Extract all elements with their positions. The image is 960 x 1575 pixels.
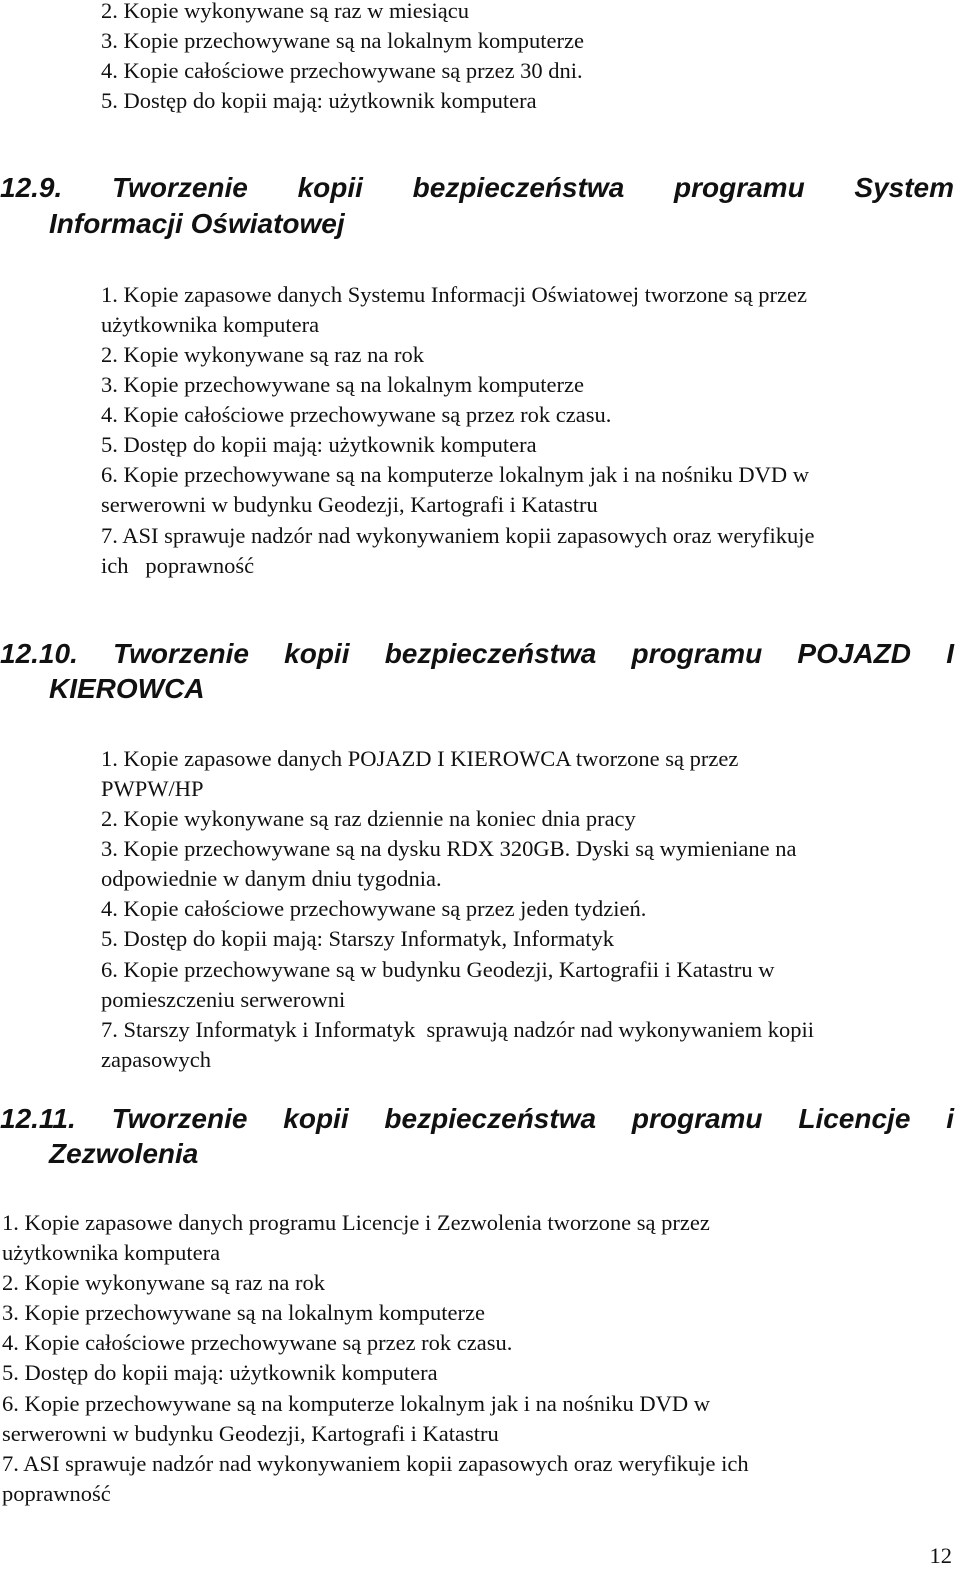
list-item: 2. Kopie wykonywane są raz w miesiącu	[101, 0, 470, 23]
list-item: 2. Kopie wykonywane są raz na rok	[101, 342, 425, 367]
list-item: 2. Kopie wykonywane są raz dziennie na koniec dnia pracy	[101, 806, 636, 831]
list-item: pomieszczeniu serwerowni	[101, 987, 346, 1012]
list-item: 3. Kopie przechowywane są na lokalnym komputerze	[101, 372, 584, 397]
list-item: zapasowych	[101, 1047, 211, 1072]
list-item: odpowiednie w danym dniu tygodnia.	[101, 866, 442, 891]
list-item: 7. ASI sprawuje nadzór nad wykonywaniem kopii zapasowych oraz weryfikuje	[101, 523, 815, 548]
list-item: 6. Kopie przechowywane są na komputerze lokalnym jak i na nośniku DVD w	[101, 462, 809, 487]
section-heading: 12.11. Tworzenie kopii bezpieczeństwa programu Licencje i	[0, 1103, 954, 1134]
list-item: użytkownika komputera	[2, 1240, 221, 1265]
list-item: 3. Kopie przechowywane są na lokalnym komputerze	[2, 1300, 485, 1325]
list-item: ich poprawność	[101, 553, 255, 578]
list-item: 7. ASI sprawuje nadzór nad wykonywaniem kopii zapasowych oraz weryfikuje ich	[2, 1451, 749, 1476]
list-item: serwerowni w budynku Geodezji, Kartografi i Katastru	[101, 492, 598, 517]
list-item: 4. Kopie całościowe przechowywane są przez rok czasu.	[101, 402, 612, 427]
list-item: 6. Kopie przechowywane są na komputerze lokalnym jak i na nośniku DVD w	[2, 1391, 710, 1416]
section-heading-continued: KIEROWCA	[49, 673, 205, 704]
list-item: 1. Kopie zapasowe danych POJAZD I KIEROWCA tworzone są przez	[101, 746, 739, 771]
page-number: 12	[929, 1543, 952, 1568]
list-item: 5. Dostęp do kopii mają: użytkownik komputera	[2, 1360, 438, 1385]
list-item: 2. Kopie wykonywane są raz na rok	[2, 1270, 326, 1295]
list-item: użytkownika komputera	[101, 312, 320, 337]
list-item: 5. Dostęp do kopii mają: użytkownik komputera	[101, 432, 537, 457]
section-heading-continued: Informacji Oświatowej	[49, 208, 345, 239]
list-item: 3. Kopie przechowywane są na dysku RDX 320GB. Dyski są wymieniane na	[101, 836, 797, 861]
section-heading-continued: Zezwolenia	[49, 1138, 199, 1169]
list-item: poprawność	[2, 1481, 111, 1506]
list-item: 4. Kopie całościowe przechowywane są przez rok czasu.	[2, 1330, 513, 1355]
list-item: 6. Kopie przechowywane są w budynku Geodezji, Kartografii i Katastru w	[101, 957, 775, 982]
list-item: 5. Dostęp do kopii mają: Starszy Informatyk, Informatyk	[101, 926, 615, 951]
section-heading: 12.10. Tworzenie kopii bezpieczeństwa programu POJAZD I	[0, 638, 954, 669]
section-heading: 12.9. Tworzenie kopii bezpieczeństwa programu System	[0, 172, 954, 203]
list-item: 3. Kopie przechowywane są na lokalnym komputerze	[101, 28, 584, 53]
list-item: 4. Kopie całościowe przechowywane są przez jeden tydzień.	[101, 896, 647, 921]
list-item: 1. Kopie zapasowe danych programu Licencje i Zezwolenia tworzone są przez	[2, 1210, 710, 1235]
list-item: 7. Starszy Informatyk i Informatyk sprawują nadzór nad wykonywaniem kopii	[101, 1017, 814, 1042]
list-item: 1. Kopie zapasowe danych Systemu Informacji Oświatowej tworzone są przez	[101, 282, 808, 307]
list-item: 5. Dostęp do kopii mają: użytkownik komputera	[101, 88, 537, 113]
list-item: serwerowni w budynku Geodezji, Kartografi i Katastru	[2, 1421, 499, 1446]
list-item: PWPW/HP	[101, 776, 204, 801]
list-item: 4. Kopie całościowe przechowywane są przez 30 dni.	[101, 58, 583, 83]
